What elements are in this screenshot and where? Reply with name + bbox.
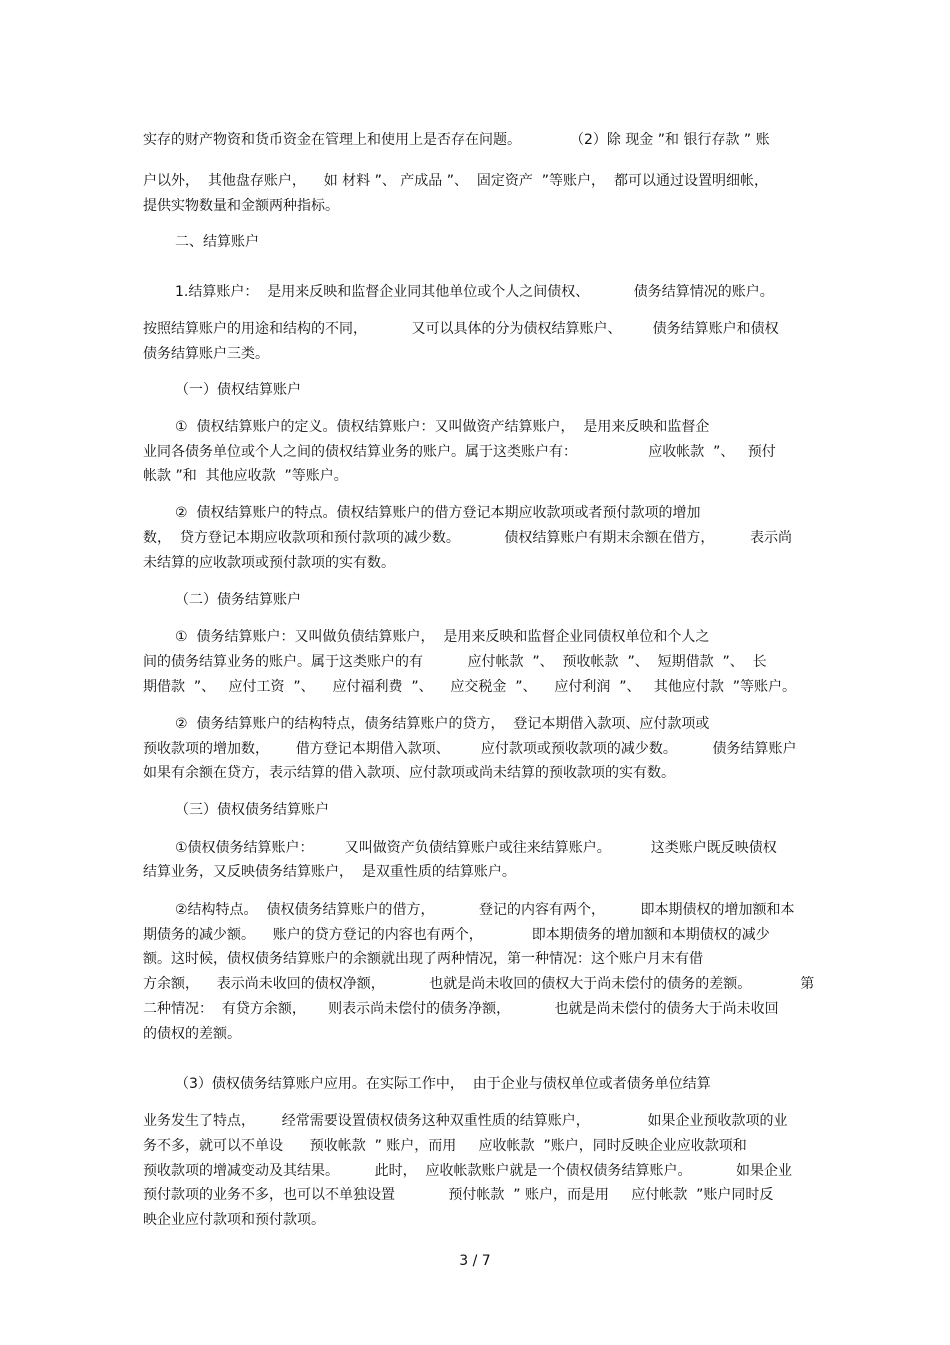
page-number: 3 / 7 (459, 1253, 491, 1269)
text-line: 实存的财产物资和货币资金在管理上和使用上是否存在问题。 （2）除 现金 ”和 银行存款 ” 账 (143, 132, 770, 148)
section-heading: 二、结算账户 (175, 234, 259, 250)
subsection-heading: （三）债权债务结算账户 (175, 802, 329, 818)
subsection-heading: （一）债权结算账户 (175, 382, 301, 398)
text-line: 映企业应付款项和预付款项。 (143, 1212, 325, 1228)
text-line: 未结算的应收款项或预付款项的实有数。 (143, 555, 395, 571)
text-line: 方余额， 表示尚未收回的债权净额， 也就是尚未收回的债权大于尚未偿付的债务的差额。 第 (143, 976, 815, 992)
text-line: ② 债权结算账户的特点。债权结算账户的借方登记本期应收款项或者预付款项的增加 (175, 505, 701, 521)
text-line: ②结构特点。 债权债务结算账户的借方， 登记的内容有两个， 即本期债权的增加额和本 (175, 902, 795, 918)
text-line: 间的债务结算业务的账户。属于这类账户的有 应付帐款 ”、 预收帐款 ”、 短期借款 ”、 长 (143, 654, 767, 670)
text-line: 结算业务，又反映债务结算账户， 是双重性质的结算账户。 (143, 864, 516, 880)
text-line: 预付款项的业务不多，也可以不单独设置 预付帐款 ” 账户，而是用 应付帐款 ”账户同时反 (143, 1187, 774, 1203)
text-line: ①债权债务结算账户： 又叫做资产负债结算账户或往来结算账户。 这类账户既反映债权 (175, 840, 777, 856)
text-line: 务不多，就可以不单设 预收帐款 ” 账户，而用 应收帐款 ”账户，同时反映企业应收款项和 (143, 1138, 747, 1154)
text-line: 数， 贷方登记本期应收款项和预付款项的减少数。 债权结算账户有期末余额在借方， 表示尚 (143, 530, 793, 546)
text-line: 业务发生了特点， 经常需要设置债权债务这种双重性质的结算账户， 如果企业预收款项的业 (143, 1113, 788, 1129)
text-line: ① 债务结算账户：又叫做负债结算账户， 是用来反映和监督企业同债权单位和个人之 (175, 629, 710, 645)
text-line: 如果有余额在贷方，表示结算的借入款项、应付款项或尚未结算的预收款项的实有数。 (143, 765, 675, 781)
text-line: 提供实物数量和金额两种指标。 (143, 198, 339, 214)
text-line: 业同各债务单位或个人之间的债权结算业务的账户。属于这类账户有： 应收帐款 ”、 预付 (143, 444, 776, 460)
text-line: 预收款项的增加数， 借方登记本期借入款项、 应付款项或预收款项的减少数。 债务结算账户 (143, 741, 797, 757)
text-line: 1.结算账户： 是用来反映和监督企业同其他单位或个人之间债权、 债务结算情况的账户。 (175, 284, 774, 300)
text-line: 的债权的差额。 (143, 1026, 241, 1042)
text-line: 按照结算账户的用途和结构的不同， 又可以具体的分为债权结算账户、 债务结算账户和债权 (143, 321, 779, 337)
text-line: 债务结算账户三类。 (143, 346, 269, 362)
text-line: ② 债务结算账户的结构特点，债务结算账户的贷方， 登记本期借入款项、应付款项或 (175, 716, 710, 732)
text-line: 帐款 ”和 其他应收款 ”等账户。 (143, 468, 348, 484)
subsection-heading: （二）债务结算账户 (175, 592, 301, 608)
text-line: 额。这时候，债权债务结算账户的余额就出现了两种情况，第一种情况：这个账户月末有借 (143, 951, 703, 967)
text-line: 期债务的减少额。 账户的贷方登记的内容也有两个， 即本期债务的增加额和本期债权的减少 (143, 927, 770, 943)
text-line: ① 债权结算账户的定义。债权结算账户：又叫做资产结算账户， 是用来反映和监督企 (175, 419, 710, 435)
text-line: 户以外， 其他盘存账户， 如 材料 ”、 产成品 ”、 固定资产 ”等账户， 都可以通过设置明细帐， (143, 173, 768, 189)
text-line: 期借款 ”、 应付工资 ”、 应付福利费 ”、 应交税金 ”、 应付利润 ”、 其他应付款 ”等账户。 (143, 679, 797, 695)
text-line: （3）债权债务结算账户应用。在实际工作中， 由于企业与债权单位或者债务单位结算 (175, 1076, 711, 1092)
text-line: 二种情况： 有贷方余额， 则表示尚未偿付的债务净额， 也就是尚未偿付的债务大于尚未收回 (143, 1001, 779, 1017)
text-line: 预收款项的增减变动及其结果。 此时， 应收帐款账户就是一个债权债务结算账户。 如果企业 (143, 1163, 793, 1179)
